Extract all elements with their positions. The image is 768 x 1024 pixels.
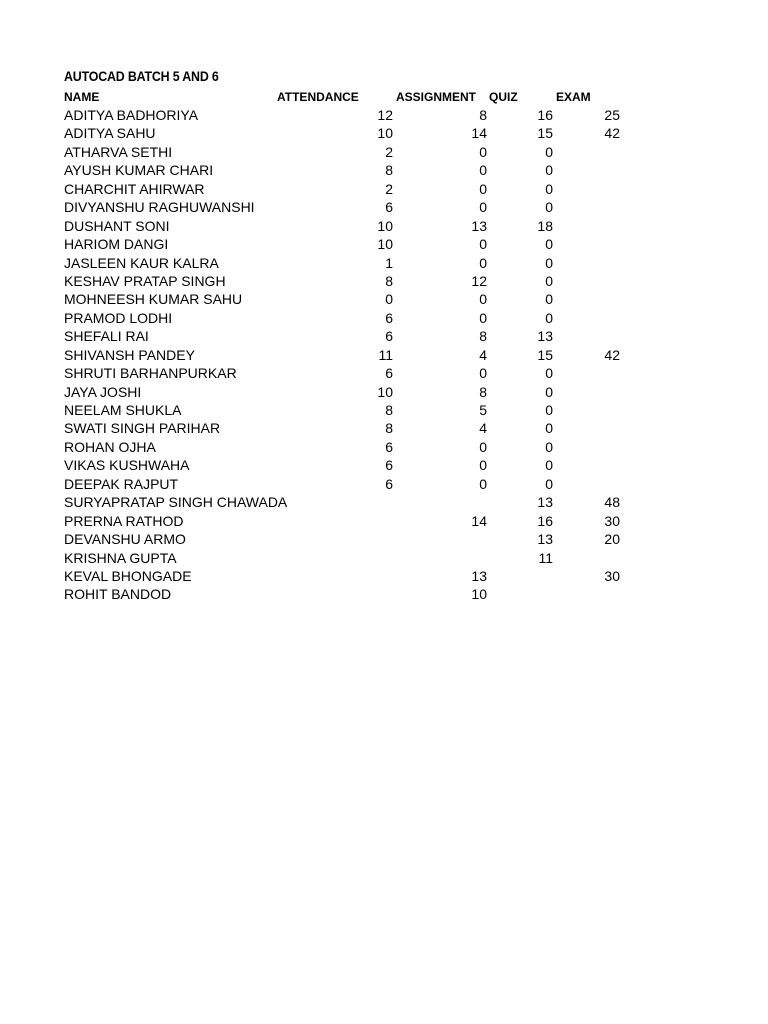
- student-name-cell: DIVYANSHU RAGHUWANSHI: [64, 199, 255, 216]
- header-exam: EXAM: [556, 90, 591, 104]
- student-name-cell: SHEFALI RAI: [64, 328, 149, 345]
- table-row: [64, 585, 664, 603]
- quiz-cell: 0: [545, 162, 553, 179]
- assignment-cell: 0: [479, 291, 487, 308]
- attendance-cell: 0: [385, 291, 393, 308]
- assignment-cell: 0: [479, 199, 487, 216]
- attendance-cell: 6: [385, 199, 393, 216]
- attendance-cell: 11: [378, 346, 393, 363]
- assignment-cell: 0: [479, 180, 487, 197]
- student-name-cell: ROHIT BANDOD: [64, 586, 172, 603]
- quiz-cell: 0: [545, 309, 553, 326]
- quiz-cell: 0: [545, 383, 553, 400]
- student-name-cell: KESHAV PRATAP SINGH: [64, 272, 226, 289]
- table-row: [64, 456, 664, 474]
- student-name-cell: ROHAN OJHA: [64, 438, 156, 455]
- assignment-cell: 0: [479, 475, 487, 492]
- student-name-cell: MOHNEESH KUMAR SAHU: [64, 291, 243, 308]
- attendance-cell: 8: [385, 402, 393, 418]
- table-row: [64, 180, 664, 198]
- attendance-cell: 10: [377, 125, 393, 142]
- assignment-cell: 14: [471, 512, 487, 529]
- attendance-cell: 10: [377, 383, 393, 400]
- table-row: [64, 438, 664, 456]
- attendance-cell: 6: [385, 457, 393, 474]
- table-row: [64, 254, 664, 272]
- table-row: [64, 124, 664, 142]
- table-row: [64, 198, 664, 216]
- sheet-title: AUTOCAD BATCH 5 AND 6: [64, 69, 219, 84]
- table-row: [64, 346, 664, 364]
- assignment-cell: 13: [471, 217, 487, 234]
- student-name-cell: JASLEEN KAUR KALRA: [64, 254, 219, 271]
- student-name-cell: SURYAPRATAP SINGH CHAWADA: [64, 494, 288, 511]
- quiz-cell: 0: [545, 402, 553, 418]
- quiz-cell: 13: [537, 494, 553, 511]
- table-row: [64, 493, 664, 511]
- student-name-cell: ATHARVA SETHI: [64, 143, 173, 160]
- assignment-cell: 0: [479, 365, 487, 382]
- attendance-cell: 6: [385, 438, 393, 455]
- student-name-cell: ADITYA SAHU: [64, 125, 156, 142]
- attendance-cell: 2: [385, 143, 393, 160]
- attendance-cell: 8: [385, 272, 393, 289]
- assignment-cell: 0: [479, 438, 487, 455]
- student-name-cell: VIKAS KUSHWAHA: [64, 457, 190, 474]
- spreadsheet-page: [64, 66, 664, 604]
- attendance-cell: 2: [385, 180, 393, 197]
- student-name-cell: HARIOM DANGI: [64, 236, 169, 253]
- assignment-cell: 4: [479, 420, 487, 437]
- assignment-cell: 8: [479, 107, 487, 123]
- table-row: [64, 143, 664, 161]
- exam-cell: 48: [604, 494, 620, 511]
- assignment-cell: 0: [479, 309, 487, 326]
- assignment-cell: 4: [479, 346, 487, 363]
- quiz-cell: 0: [545, 291, 553, 308]
- student-name-cell: PRERNA RATHOD: [64, 512, 184, 529]
- table-row: [64, 327, 664, 345]
- quiz-cell: 0: [545, 438, 553, 455]
- header-quiz: QUIZ: [489, 90, 518, 104]
- student-name-cell: DEVANSHU ARMO: [64, 531, 186, 548]
- student-name-cell: DEEPAK RAJPUT: [64, 475, 179, 492]
- attendance-cell: 10: [377, 236, 393, 253]
- table-row: [64, 309, 664, 327]
- table-row: [64, 512, 664, 530]
- quiz-cell: 13: [537, 531, 553, 548]
- quiz-cell: 0: [545, 143, 553, 160]
- assignment-cell: 8: [479, 383, 487, 400]
- assignment-cell: 12: [471, 272, 487, 289]
- student-name-cell: SHRUTI BARHANPURKAR: [64, 365, 237, 382]
- assignment-cell: 13: [471, 567, 487, 584]
- quiz-cell: 0: [545, 180, 553, 197]
- attendance-cell: 8: [385, 420, 393, 437]
- attendance-cell: 8: [385, 162, 393, 179]
- exam-cell: 20: [604, 531, 620, 548]
- student-name-cell: AYUSH KUMAR CHARI: [64, 162, 214, 179]
- table-row: [64, 364, 664, 382]
- quiz-cell: 16: [537, 107, 553, 123]
- table-row: [64, 290, 664, 308]
- quiz-cell: 11: [538, 549, 553, 566]
- quiz-cell: 0: [545, 254, 553, 271]
- table-row: [64, 475, 664, 493]
- assignment-cell: 10: [471, 586, 487, 603]
- assignment-cell: 8: [479, 328, 487, 345]
- quiz-cell: 0: [545, 365, 553, 382]
- student-name-cell: CHARCHIT AHIRWAR: [64, 180, 205, 197]
- student-name-cell: SWATI SINGH PARIHAR: [64, 420, 221, 437]
- student-name-cell: JAYA JOSHI: [64, 383, 142, 400]
- exam-cell: 30: [604, 512, 620, 529]
- student-name-cell: SHIVANSH PANDEY: [64, 346, 195, 363]
- quiz-cell: 18: [537, 217, 553, 234]
- student-name-cell: KRISHNA GUPTA: [64, 549, 177, 566]
- header-name: NAME: [64, 90, 100, 104]
- assignment-cell: 0: [479, 143, 487, 160]
- exam-cell: 30: [604, 567, 620, 584]
- quiz-cell: 0: [545, 236, 553, 253]
- table-row: [64, 401, 664, 419]
- assignment-cell: 0: [479, 457, 487, 474]
- table-row: [64, 530, 664, 548]
- table-row: [64, 567, 664, 585]
- attendance-cell: 10: [377, 217, 393, 234]
- exam-cell: 42: [604, 346, 620, 363]
- attendance-cell: 6: [385, 309, 393, 326]
- student-name-cell: KEVAL BHONGADE: [64, 567, 192, 584]
- table-row: [64, 383, 664, 401]
- student-rows: [64, 106, 664, 604]
- assignment-cell: 0: [479, 254, 487, 271]
- table-row: [64, 161, 664, 179]
- attendance-cell: 12: [377, 107, 393, 123]
- table-row: [64, 549, 664, 567]
- table-row: [64, 106, 664, 124]
- quiz-cell: 0: [545, 420, 553, 437]
- quiz-cell: 0: [545, 457, 553, 474]
- attendance-cell: 6: [385, 328, 393, 345]
- assignment-cell: 5: [479, 402, 487, 418]
- student-name-cell: DUSHANT SONI: [64, 217, 170, 234]
- attendance-cell: 6: [385, 475, 393, 492]
- header-assignment: ASSIGNMENT: [396, 90, 477, 104]
- quiz-cell: 13: [537, 328, 553, 345]
- quiz-cell: 15: [537, 125, 553, 142]
- student-name-cell: ADITYA BADHORIYA: [64, 107, 199, 123]
- student-name-cell: PRAMOD LODHI: [64, 309, 173, 326]
- table-row: [64, 272, 664, 290]
- student-name-cell: NEELAM SHUKLA: [64, 402, 182, 418]
- header-row: [64, 88, 664, 106]
- table-row: [64, 235, 664, 253]
- attendance-cell: 6: [385, 365, 393, 382]
- exam-cell: 25: [604, 107, 620, 123]
- attendance-cell: 1: [385, 254, 393, 271]
- assignment-cell: 14: [471, 125, 487, 142]
- assignment-cell: 0: [479, 236, 487, 253]
- exam-cell: 42: [604, 125, 620, 142]
- header-attendance: ATTENDANCE: [277, 90, 359, 104]
- table-row: [64, 217, 664, 235]
- quiz-cell: 15: [537, 346, 553, 363]
- quiz-cell: 16: [537, 512, 553, 529]
- quiz-cell: 0: [545, 199, 553, 216]
- quiz-cell: 0: [545, 272, 553, 289]
- assignment-cell: 0: [479, 162, 487, 179]
- quiz-cell: 0: [545, 475, 553, 492]
- table-row: [64, 419, 664, 437]
